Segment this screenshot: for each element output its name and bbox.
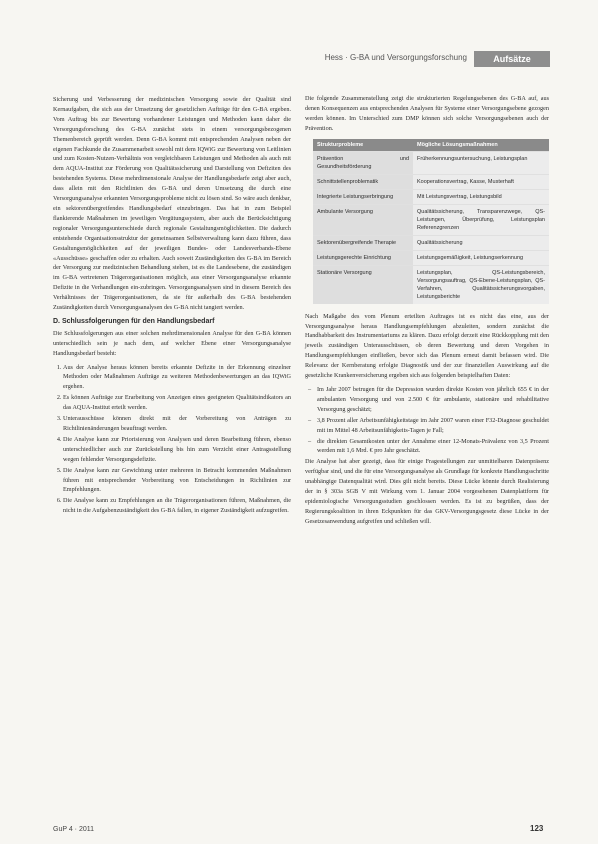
- paragraph: Die Analyse hat aber gezeigt, dass für einige Fragestellungen zur unmittelbaren Datenpräsenz verfügbar sind, und die für eine Versorgungsanalyse als Grundlage für konkrete Handlungsschritte unabhängige Datenqualität wird. Dies gilt nicht bereits. Diese Lücke könnte durch Realisierung der in § 303a SGB V mit Wirkung vom 1. Januar 2004 vorgesehenen Datenplattform für epidemiologische Versorgungsstudien geschlossen werden. Es ist zu begrüßen, dass der Regierungskoalition in ihren Eckpunkten für das GKV-Versorgungsgesetz diese Lücke in der Gesetzesanwendung aufgreifen und schließen will.: [305, 458, 549, 525]
- page-number: 123: [530, 824, 544, 833]
- paragraph: Die folgende Zusammenstellung zeigt die strukturierten Regelungsebenen des G-BA auf, aus denen Konsequenzen aus entsprechenden Analysen für Systeme einer Versorgungsebene gezogen werden können. Im Unterschied zum DMP können sich solche Versorgungsebenen auch der Prävention.: [305, 95, 549, 132]
- table-row: [313, 265, 549, 304]
- table-row: [313, 151, 549, 174]
- table-header-row: [313, 139, 549, 152]
- numbered-list: [53, 363, 291, 517]
- running-header: [245, 52, 550, 66]
- table-row: [313, 189, 549, 204]
- left-column: [53, 95, 291, 517]
- table-header-cell: Strukturprobleme: [313, 139, 413, 152]
- measures-table: [313, 139, 549, 304]
- table-cell: Früherkennungsuntersuchung, Leistungsplan: [413, 151, 549, 174]
- paragraph: Die Schlussfolgerungen aus einer solchen mehrdimensionalen Analyse für den G-BA können unterschiedlich sein je nach dem, auf welcher Ebene einer Versorgungsanalyse Handlungsbedarf besteht:: [53, 329, 291, 357]
- table-row: [313, 174, 549, 189]
- table-cell: Qualitätssicherung, Transparenzwege, QS-Leistungen, Überprüfung, Leistungsplan Referenzgrenzen: [413, 204, 549, 235]
- table-row: [313, 250, 549, 265]
- table-cell: Ambulante Versorgung: [313, 204, 413, 235]
- bullet-list: [305, 385, 549, 456]
- list-item: 5. Die Analyse kann zur Gewichtung unter mehreren in Betracht kommenden Maßnahmen führen mit entsprechender Vorbereitung von Entscheidungen in Richtlinien zur Empfehlungen.: [63, 466, 291, 496]
- list-item: – die direkten Gesamtkosten unter der Annahme einer 12-Monats-Prävalenz von 3,5 Prozent werden mit 1,6 Mrd. € pro Jahr geschätzt.: [317, 437, 549, 457]
- table-cell: Prävention und Gesundheitsförderung: [313, 151, 413, 174]
- paragraph: Sicherung und Verbesserung der medizinischen Versorgung sowie der Qualität sind Kernaufgaben, die sich aus der Umsetzung der gesetzlichen Aufträge für den G-BA ergeben. Vom Auftrag bis zur Bewertung vorhandener Leistungen und Methoden kann daher die Versorgungsforschung des G-BA zunächst stets in einem versorgungsbezogenen Themenbereich geprüft werden. Denn G-BA kommt mit entsprechenden Analysen neben der eigenen Fachkunde die Zusammenarbeit sowohl mit dem IQWiG zur Bewertung von Leitlinien und zum Kosten-Nutzen-Verhältnis von vergleichbaren Leistungen und Methoden als auch mit dem AQUA-Institut zur Förderung von Qualitätssicherung und Darstellung von Defiziten des bestehenden Systems. Diese mehrdimensionale Analyse der Handlungsbedarfe zeigt aber auch, dass allein mit den Richtlinien des G-BA und deren Umsetzung die durch eine Versorgungsanalyse erkannten Versorgungsprobleme nicht zu lösen sind. So wäre auch denkbar, ein sektorenübergreifendes Handlungsbedarf einzubringen. Das hat in zum Beispiel flankierende Maßnahmen im jeweiligen Vergütungssystem, aber auch die Berücksichtigung regionaler Versorgungsunterschiede durch regionale Gestaltungsmöglichkeiten. Die dadurch entstehende Organisationsstruktur der gemeinsamen Selbstverwaltung kann dazu führen, dass Gestaltungsmöglichkeiten auf der jeweiligen Bundes- oder Landesverbands-Ebene «Ausschüsse» geschaffen oder zu erhalten. Auch soweit Zuständigkeiten des G-BA im Bereich der Versorgung zur medizinischen Behandlung stehen, ist es die Landesebene, die zuständigen im G-BA vertretenen Trägerorganisationen möglich, aus einer Versorgungsanalyse erkannte Defizite in die Verhandlungen ein-zubringen. Versorgungsanalysen sind in diesem Bereich des Verhältnisses der Trägerorganisationen, da sie für außerhalb des G-BA bestehenden Zuständigkeiten durch Versorgungsanalysen des G-BA nicht tangiert werden.: [53, 96, 291, 312]
- table-cell: Kooperationsvertrag, Kasse, Musterhaft: [413, 174, 549, 189]
- table-header-cell: Mögliche Lösungsmaßnahmen: [413, 139, 549, 152]
- table-cell: Sektorenübergreifende Therapie: [313, 235, 413, 250]
- list-item: – Im Jahr 2007 betrugen für die Depression wurden direkte Kosten von jährlich 655 € in der ambulanten Versorgung und von 2.500 € für ambulante, stationäre und rehabilitative Versorgung geschätzt;: [317, 385, 549, 415]
- section-tab: Aufsätze: [474, 51, 550, 67]
- header-title: Hess · G-BA und Versorgungsforschung: [324, 53, 467, 62]
- table-cell: Leistungsplan, QS-Leistungsbereich, Versorgungsauftrag, QS-Ebene-Leistungsplan, QS-Verfahren, Qualitätssicherungsvorgaben, Leistungsberichte: [413, 265, 549, 304]
- list-item: 6. Die Analyse kann zu Empfehlungen an die Trägerorganisationen führen, Maßnahmen, die nicht in die Aufgabenzuständigkeit des G-BA fallen, in eigener Zuständigkeit aufzugreifen.: [63, 496, 291, 516]
- section-heading: D. Schlussfolgerungen für den Handlungsbedarf: [53, 317, 215, 325]
- journal-citation: GuP 4 · 2011: [53, 826, 94, 833]
- list-item: 1. Aus der Analyse heraus können bereits erkannte Defizite in der Erkennung einzelner Methoden oder Maßnahmen Aufträge zu weiteren Methodenbewertungen an das IQWiG ergehen.: [63, 363, 291, 393]
- right-column: [305, 94, 549, 531]
- list-item: 4. Die Analyse kann zur Priorisierung von Analysen und deren Bearbeitung führen, ebenso unterschiedlicher auch zur Zurückstellung bis hin zum Verzicht einer Antragsstellung wegen fehlender Versorgungsdefizite.: [63, 435, 291, 465]
- table-row: [313, 235, 549, 250]
- table-cell: Leistungsgerechte Einrichtung: [313, 250, 413, 265]
- table-cell: Schnittstellenproblematik: [313, 174, 413, 189]
- list-item: 2. Es können Aufträge zur Erarbeitung von Anzeigen eines geeigneten Qualitätsindikators an das AQUA-Institut erteilt werden.: [63, 393, 291, 413]
- table-cell: Stationäre Versorgung: [313, 265, 413, 304]
- paragraph: Nach Maßgabe des vom Plenum erteilten Auftrages ist es nicht das eine, aus der Versorgungsanalyse heraus Handlungsempfehlungen abzuleiten, sondern zunächst die Handhabbarkeit des Instrumentariums zu klären. Dazu erfolgt derzeit eine Rückkopplung mit den jeweils zuständigen Unterausschüssen, ob deren Bewertung und deren Vorgehen in Handlungsempfehlungen einfließen, bevor sich das Plenum erneut damit befassen wird. Die Relevanz der Kernberatung erfolgte Diagnostik und der zur finanziellen Auswirkung auf die gesetzliche Krankenversicherung ergeben sich aus folgenden beispielhaften Daten:: [305, 312, 549, 380]
- list-item: – 3,8 Prozent aller Arbeitsunfähigkeitstage im Jahr 2007 waren einer F32-Diagnose geschuldet mit im Mittel 48 Arbeitsunfähigkeits-Tagen je Fall;: [317, 416, 549, 436]
- list-item: 3. Unterausschüsse können direkt mit der Vorbereitung von Anträgen zu Richtlinienänderungen beauftragt werden.: [63, 414, 291, 434]
- table-row: [313, 204, 549, 235]
- table-cell: Leistungsgemäßigkeit, Leistungserkennung: [413, 250, 549, 265]
- table-cell: Qualitätssicherung: [413, 235, 549, 250]
- table-cell: Integrierte Leistungserbringung: [313, 189, 413, 204]
- table-cell: Mit Leistungsvertrag, Leistungsbild: [413, 189, 549, 204]
